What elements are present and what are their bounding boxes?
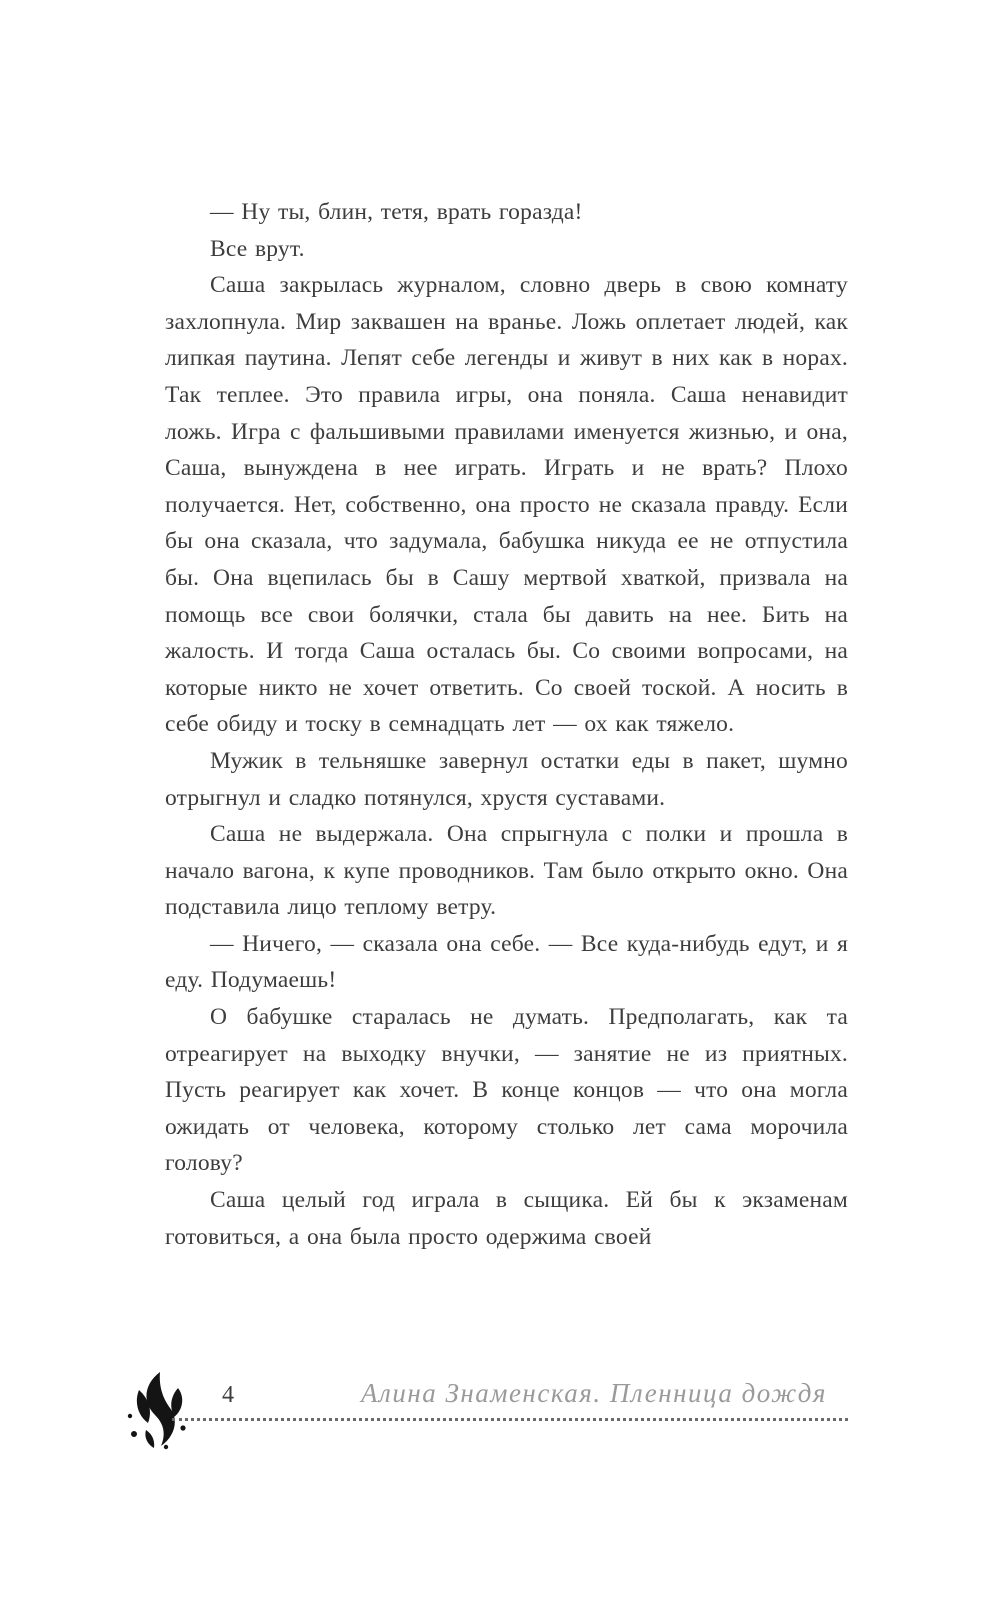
paragraph: Саша закрылась журналом, словно дверь в свою комнату захлопнула. Мир заквашен на вранье. Ложь оплетает людей, как липкая паутина. Лепят себе легенды и живут в них как в норах. Так теплее. Это правила игры, она поняла. Саша ненавидит ложь. Игра с фальшивыми правилами именуется жизнью, и она, Саша, вынуждена в нее играть. Играть и не врать? Плохо получается. Нет, собственно, она просто не сказала правду. Если бы она сказала, что задумала, бабушка никуда ее не отпустила бы. Она вцепилась бы в Сашу мертвой хваткой, призвала на помощь все свои болячки, стала бы давить на нее. Бить на жалость. И тогда Саша осталась бы. Со своими вопросами, на которые никто не хочет ответить. Со своей тоской. А носить в себе обиду и тоску в семнадцать лет — ох как тяжело. xyxy=(165,272,848,738)
page-number: 4 xyxy=(222,1382,234,1408)
paragraph: — Ну ты, блин, тетя, врать горазда! xyxy=(210,199,583,225)
page-footer xyxy=(0,1362,1000,1472)
paragraph: Саша не выдержала. Она спрыгнула с полки и прошла в начало вагона, к купе проводников. Там было открыто окно. Она подставила лицо теплому ветру. xyxy=(165,821,848,921)
paragraph: Саша целый год играла в сыщика. Ей бы к экзаменам готовиться, а она была просто одержима своей xyxy=(165,1187,848,1250)
page-text xyxy=(165,194,848,1255)
paragraph: О бабушке старалась не думать. Предполагать, как та отреагирует на выходку внучки, — занятие не из приятных. Пусть реагирует как хочет. В конце концов — что она могла ожидать от человека, которому столько лет сама морочила голову? xyxy=(165,1004,848,1177)
paragraph: Все врут. xyxy=(210,235,305,262)
paragraph: — Ничего, — сказала она себе. — Все куда-нибудь едут, и я еду. Подумаешь! xyxy=(165,930,848,994)
running-title: Алина Знаменская. Пленница дождя xyxy=(361,1378,827,1408)
paragraph: Мужик в тельняшке завернул остатки еды в пакет, шумно отрыгнул и сладко потянулся, хрустя суставами. xyxy=(165,747,848,811)
leaf-flourish-icon xyxy=(126,1370,190,1450)
footer-dotted-rule xyxy=(172,1418,848,1421)
